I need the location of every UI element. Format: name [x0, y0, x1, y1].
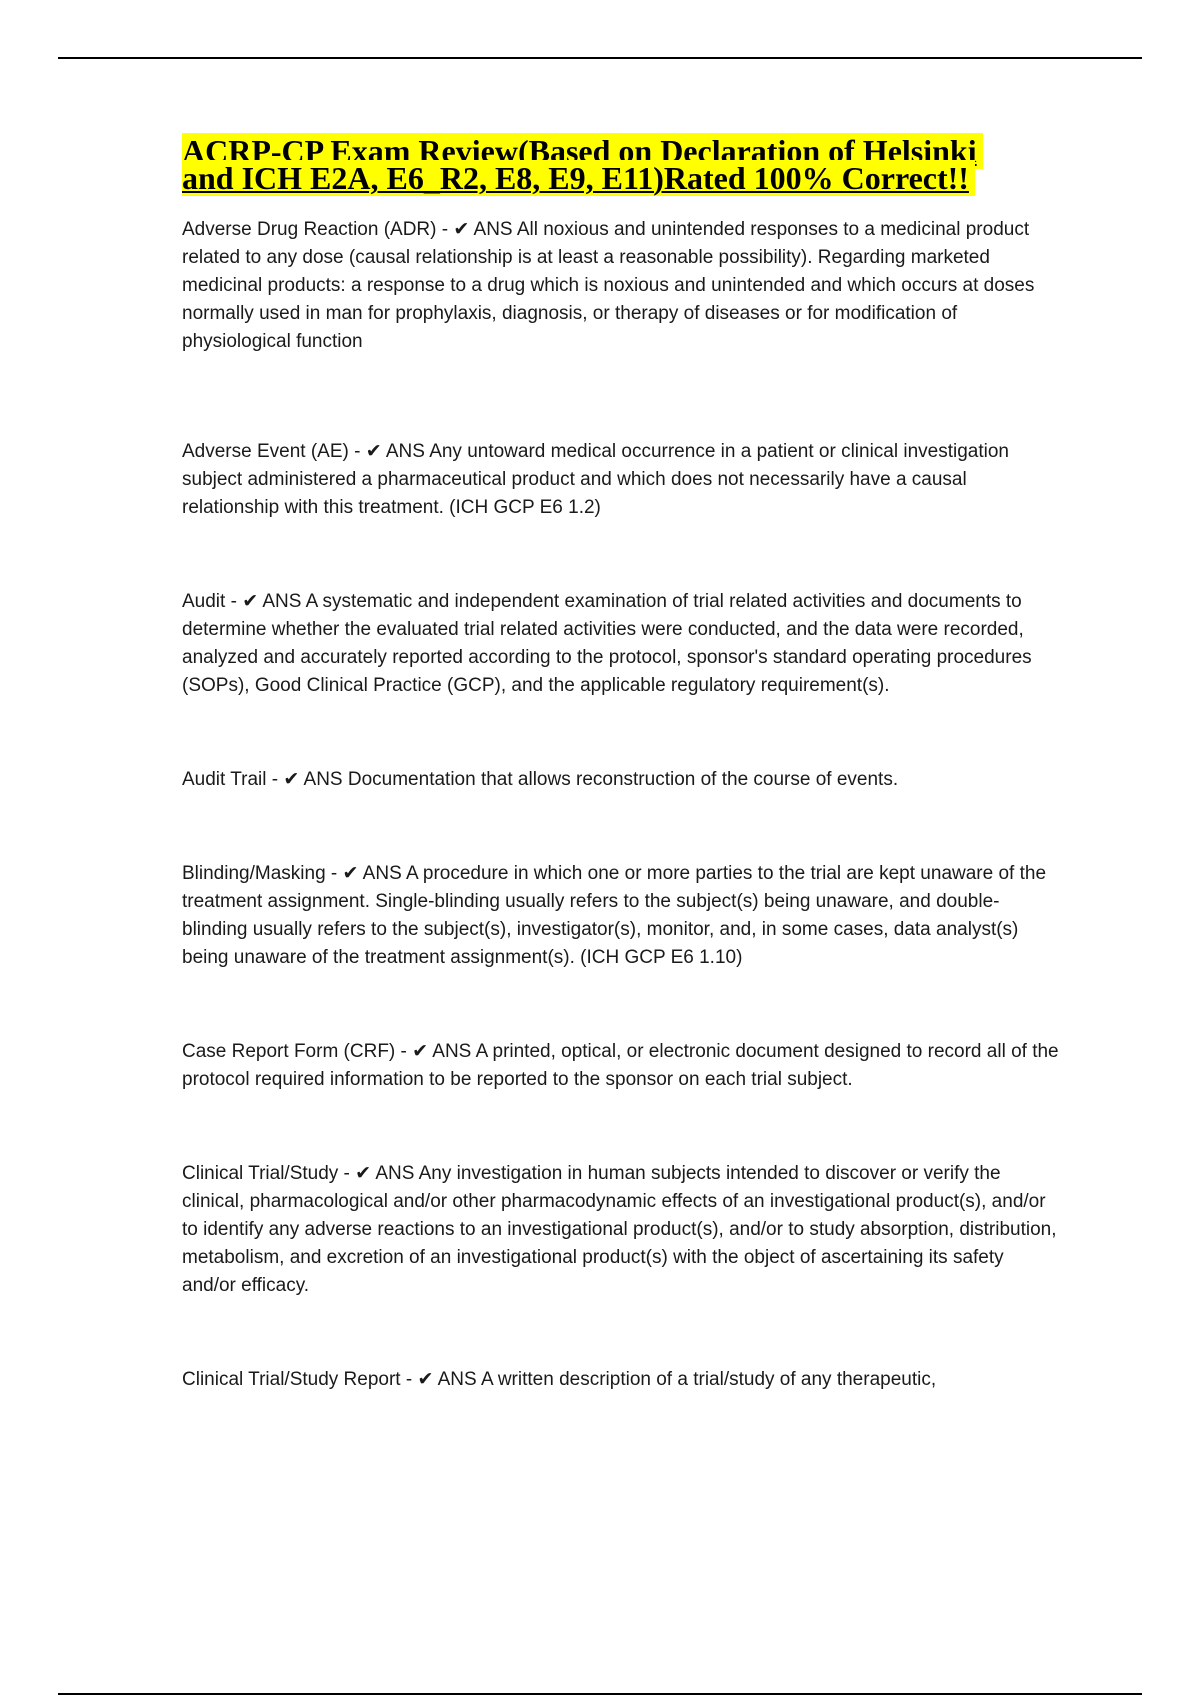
entry-separator: - ✔ ANS — [266, 769, 348, 790]
entry-blinding — [182, 860, 1062, 972]
entry-audit — [182, 588, 1062, 700]
entry-term: Clinical Trial/Study Report — [182, 1369, 401, 1390]
entry-term: Blinding/Masking — [182, 863, 326, 884]
entry-term: Clinical Trial/Study — [182, 1163, 339, 1184]
entry-term: Adverse Drug Reaction (ADR) — [182, 219, 437, 240]
entry-crf — [182, 1038, 1062, 1094]
entry-definition: A procedure in which one or more parties to the trial are kept unaware of the treatment assignment. Single-blinding usually refers to the subject(s) being unaware, and double- blinding usually refers to the subject(s), investigator(s), monitor, and, in some cases, data analyst(s) being unaware of the treatment assignment(s). (ICH GCP E6 1.10) — [182, 863, 1047, 968]
entry-separator: - ✔ ANS — [338, 1163, 419, 1184]
entry-definition: A written description of a trial/study of any therapeutic, — [480, 1369, 937, 1390]
entry-definition: Documentation that allows reconstruction of the course of events. — [347, 769, 899, 790]
entry-separator: - ✔ ANS — [400, 1369, 481, 1390]
entry-separator: - ✔ ANS — [395, 1041, 476, 1062]
entry-term: Audit Trail — [182, 769, 267, 790]
entry-separator: - ✔ ANS — [348, 441, 430, 462]
entry-clinical-trial — [182, 1160, 1062, 1300]
entry-term: Adverse Event (AE) — [182, 441, 349, 462]
document-body — [182, 133, 1062, 1394]
entry-list — [182, 216, 1062, 1394]
entry-clinical-trial-report — [182, 1366, 1062, 1394]
entry-audit-trail — [182, 766, 1062, 794]
entry-adr — [182, 216, 1062, 356]
entry-definition: Any untoward medical occurrence in a patient or clinical investigation subject administered a pharmaceutical product and which does not necessarily have a causal relationship with this treatment. (ICH GCP E6 1.2) — [182, 441, 1009, 518]
entry-separator: - ✔ ANS — [225, 591, 306, 612]
entry-separator: - ✔ ANS — [436, 219, 517, 240]
entry-definition: Any investigation in human subjects intended to discover or verify the clinical, pharmacological and/or other pharmacodynamic effects of an investigational product(s), and/or to identify any adverse reactions to an investigational product(s), and/or to study absorption, distribution, metabolism, and excretion of an investigational product(s) with the object of ascertaining its safety and/or efficacy. — [182, 1163, 1057, 1296]
title-highlight: ACRP-CP Exam Review(Based on Declaration of Helsinki and ICH E2A, E6_R2, E8, E9, E11)Rated 100% Correct!! — [182, 133, 983, 196]
entry-term: Audit — [182, 591, 226, 612]
entry-definition: A printed, optical, or electronic document designed to record all of the protocol required information to be reported to the sponsor on each trial subject. — [182, 1041, 1059, 1090]
entry-term: Case Report Form (CRF) — [182, 1041, 396, 1062]
entry-separator: - ✔ ANS — [325, 863, 406, 884]
document-title — [182, 133, 982, 196]
entry-definition: All noxious and unintended responses to a medicinal product related to any dose (causal relationship is at least a reasonable possibility). Regarding marketed medicinal products: a response to a drug which is noxious and unintended and which occurs at doses normally used in man for prophylaxis, diagnosis, or therapy of diseases or for modification of physiological function — [182, 219, 1035, 352]
bottom-rule — [58, 1693, 1142, 1695]
entry-ae — [182, 438, 1062, 522]
top-rule — [58, 57, 1142, 59]
entry-definition: A systematic and independent examination of trial related activities and documents to determine whether the evaluated trial related activities were conducted, and the data were recorded, analyzed and accurately reported according to the protocol, sponsor's standard operating procedures (SOPs), Good Clinical Practice (GCP), and the applicable regulatory requirement(s). — [182, 591, 1032, 696]
